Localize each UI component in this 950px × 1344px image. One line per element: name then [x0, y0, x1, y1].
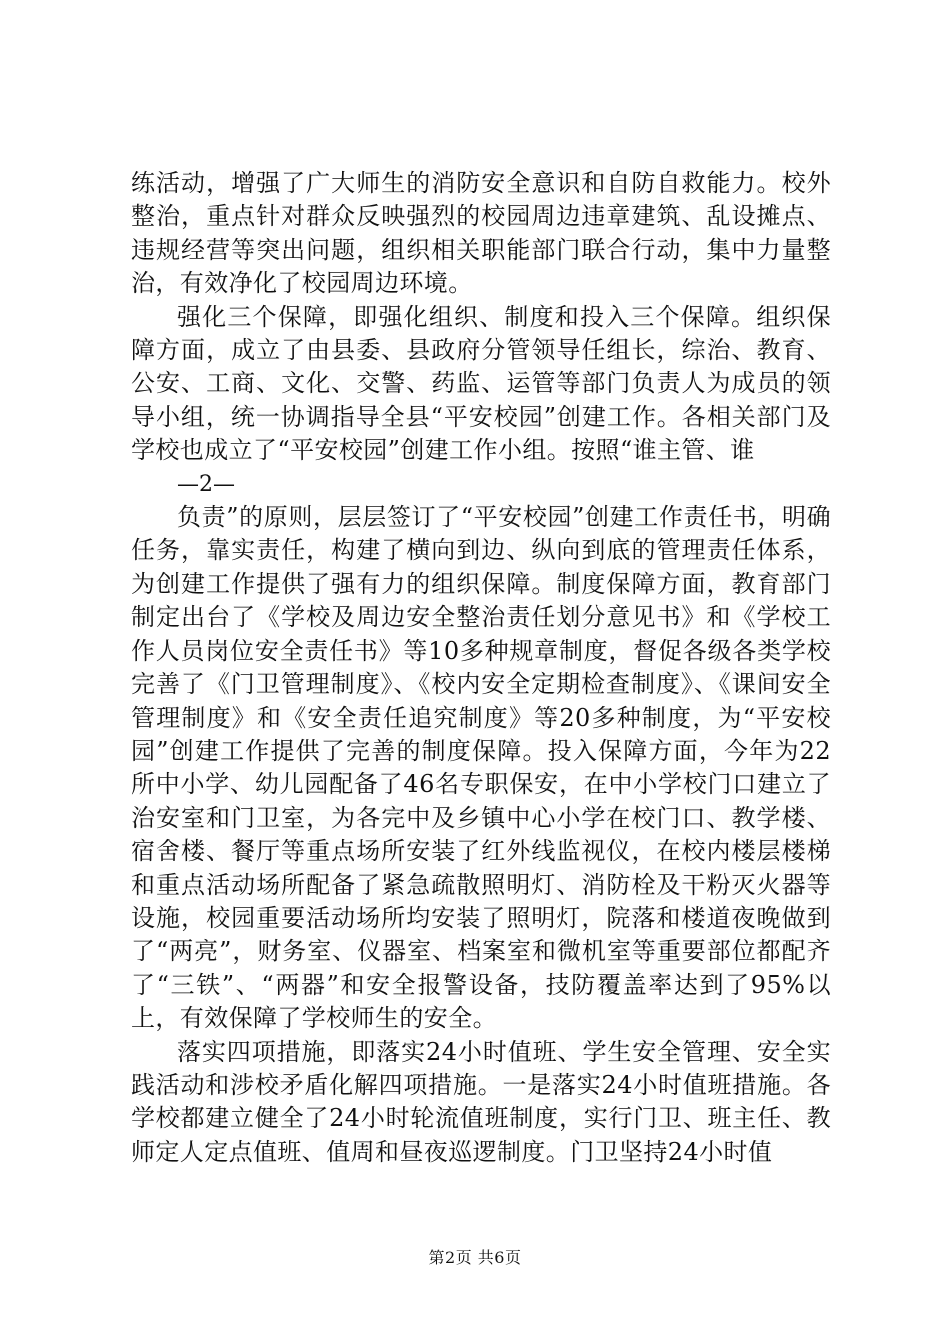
- page-footer: 第2页 共6页: [428, 1248, 522, 1267]
- inline-page-number: —2—: [177, 471, 235, 497]
- paragraph-three-guarantees: 强化三个保障，即强化组织、制度和投入三个保障。组织保障方面，成立了由县委、县政府分管领导任组长，综治、教育、公安、工商、文化、交警、药监、运管等部门负责人为成员的领导小组，统一协调指导全县“平安校园”创建工作。各相关部门及学校也成立了“平安校园”创建工作小组。按照“谁主管、谁: [131, 302, 831, 465]
- paragraph-four-measures: 落实四项措施，即落实24小时值班、学生安全管理、安全实践活动和涉校矛盾化解四项措施。一是落实24小时值班措施。各学校都建立健全了24小时轮流值班制度，实行门卫、班主任、教师定人定点值班、值周和昼夜巡逻制度。门卫坚持24小时值: [131, 1037, 831, 1166]
- paragraph-responsibility: 负责”的原则，层层签订了“平安校园”创建工作责任书，明确任务，靠实责任，构建了横向到边、纵向到底的管理责任体系，为创建工作提供了强有力的组织保障。制度保障方面，教育部门制定出台了《学校及周边安全整治责任划分意见书》和《学校工作人员岗位安全责任书》等10多种规章制度，督促各级各类学校完善了《门卫管理制度》、《校内安全定期检查制度》、《课间安全管理制度》和《安全责任追究制度》等20多种制度，为“平安校园”创建工作提供了完善的制度保障。投入保障方面，今年为22所中小学、幼儿园配备了46名专职保安，在中小学校门口建立了治安室和门卫室，为各完中及乡镇中心小学在校门口、教学楼、宿舍楼、餐厅等重点场所安装了红外线监视仪，在校内楼层楼梯和重点活动场所配备了紧急疏散照明灯、消防栓及干粉灭火器等设施，校园重要活动场所均安装了照明灯，院落和楼道夜晚做到了“两亮”，财务室、仪器室、档案室和微机室等重要部位都配齐了“三铁”、“两器”和安全报警设备，技防覆盖率达到了95%以上，有效保障了学校师生的安全。: [131, 503, 831, 1033]
- paragraph-continued: 练活动，增强了广大师生的消防安全意识和自防自救能力。校外整治，重点针对群众反映强烈的校园周边违章建筑、乱设摊点、违规经营等突出问题，组织相关职能部门联合行动，集中力量整治，有效净化了校园周边环境。: [131, 169, 831, 298]
- document-body: [131, 167, 831, 1169]
